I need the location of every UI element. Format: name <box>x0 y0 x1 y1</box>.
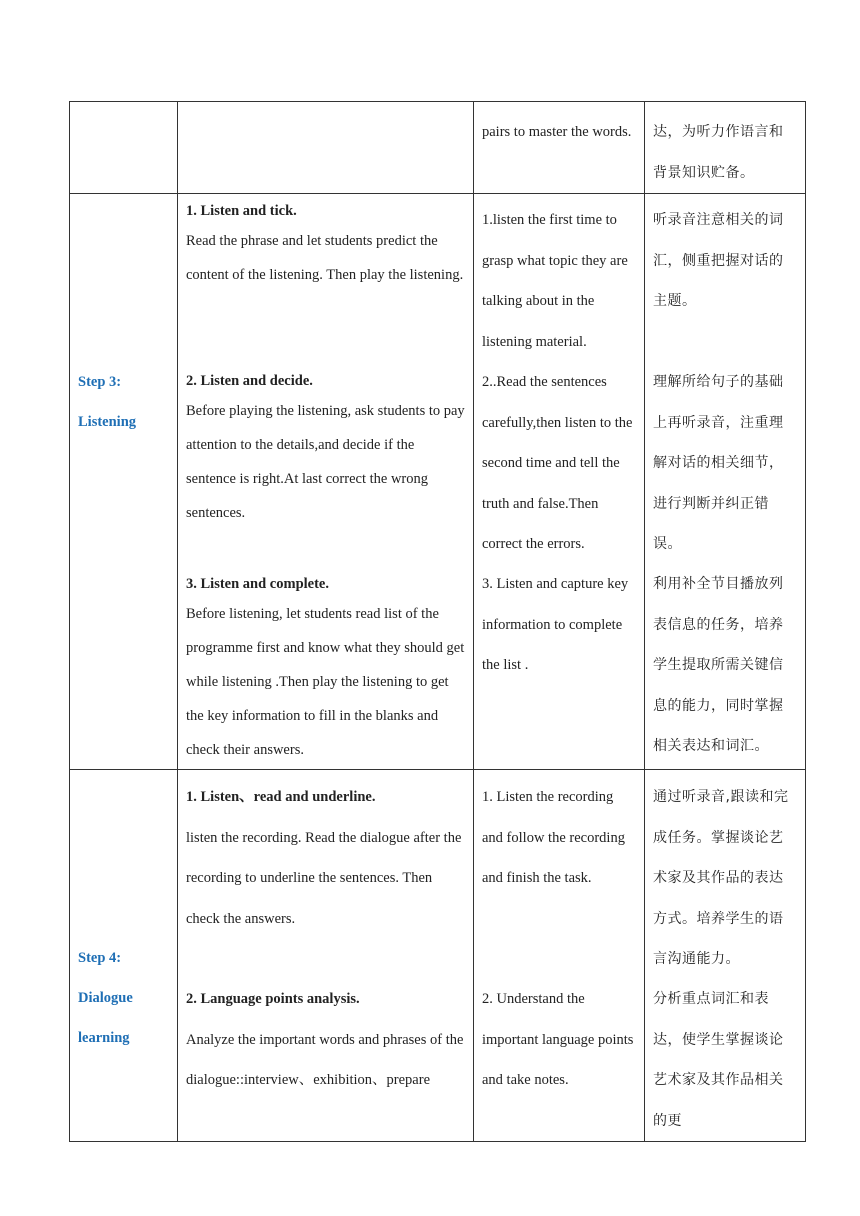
step-title-line2: learning <box>78 1030 130 1046</box>
activity-text: Analyze the important words and phrases of the dialogue::interview、exhibition、prepare <box>186 1031 464 1088</box>
design-purpose-text: 利用补全节目播放列表信息的任务，培养学生提取所需关键信息的能力，同时掌握相关表达和词汇。 <box>653 576 784 754</box>
activity-heading: 1. Listen、read and underline. <box>186 789 376 805</box>
design-purpose-text: 理解所给句子的基础上再听录音，注重理解对话的相关细节，进行判断并纠正错误。 <box>653 374 784 552</box>
table-row <box>70 194 806 770</box>
activity-text: Read the phrase and let students predict the content of the listening. Then play the listening. <box>186 233 464 283</box>
activity-heading: 3. Listen and complete. <box>186 576 329 592</box>
student-activity-text: 2. Understand the important language points and take notes. <box>482 991 634 1088</box>
lesson-plan-table <box>69 101 806 1142</box>
student-activity-cell <box>474 102 645 194</box>
teacher-activity-item <box>186 571 465 767</box>
table-row <box>70 770 806 1142</box>
teacher-activity-item <box>186 979 465 1101</box>
activity-text: Before listening, let students read list of the programme first and know what they should get while listening .Then play the listening to get the key information to fill in the blanks and check their answers. <box>186 606 465 758</box>
activity-heading: 1. Listen and tick. <box>186 203 297 219</box>
design-purpose-cell <box>645 102 806 194</box>
step-cell <box>70 770 178 1142</box>
step-cell <box>70 102 178 194</box>
design-purpose-text: 听录音注意相关的词汇，侧重把握对话的主题。 <box>653 212 784 309</box>
student-activity-text: pairs to master the words. <box>482 124 632 140</box>
design-purpose-text: 通过听录音,跟读和完成任务。掌握谈论艺术家及其作品的表达方式。培养学生的语言沟通能力。 <box>653 789 789 967</box>
activity-heading: 2. Language points analysis. <box>186 991 360 1007</box>
teacher-activity-item <box>186 777 465 979</box>
student-activity-text: 1. Listen the recording and follow the recording and finish the task. <box>482 789 625 886</box>
step-title: Listening <box>78 414 137 430</box>
step-number: Step 4: <box>78 950 122 966</box>
design-purpose-cell <box>645 770 806 1142</box>
step-label <box>78 938 169 1058</box>
step-number: Step 3: <box>78 374 122 390</box>
teacher-activity-item <box>186 368 465 571</box>
student-activity-text: 2..Read the sentences carefully,then listen to the second time and tell the truth and false.Then correct the errors. <box>482 374 633 552</box>
teacher-activity-cell <box>178 194 474 770</box>
student-activity-cell <box>474 194 645 770</box>
step-cell <box>70 194 178 770</box>
design-purpose-text: 分析重点词汇和表达，使学生掌握谈论艺术家及其作品相关的更 <box>653 991 784 1129</box>
teacher-activity-cell <box>178 102 474 194</box>
activity-text: listen the recording. Read the dialogue after the recording to underline the sentences. Then check the answers. <box>186 829 462 927</box>
table-row <box>70 102 806 194</box>
design-purpose-cell <box>645 194 806 770</box>
activity-text: Before playing the listening, ask students to pay attention to the details,and decide if the sentence is right.At last correct the wrong sentences. <box>186 403 465 521</box>
teacher-activity-cell <box>178 770 474 1142</box>
teacher-activity-item <box>186 198 465 368</box>
student-activity-text: 1.listen the first time to grasp what topic they are talking about in the listening material. <box>482 212 628 350</box>
step-title: Dialogue <box>78 990 133 1006</box>
step-label <box>78 362 169 442</box>
student-activity-text: 3. Listen and capture key information to complete the list . <box>482 576 629 673</box>
design-purpose-text: 达，为听力作语言和背景知识贮备。 <box>653 124 784 181</box>
activity-heading: 2. Listen and decide. <box>186 373 313 389</box>
student-activity-cell <box>474 770 645 1142</box>
